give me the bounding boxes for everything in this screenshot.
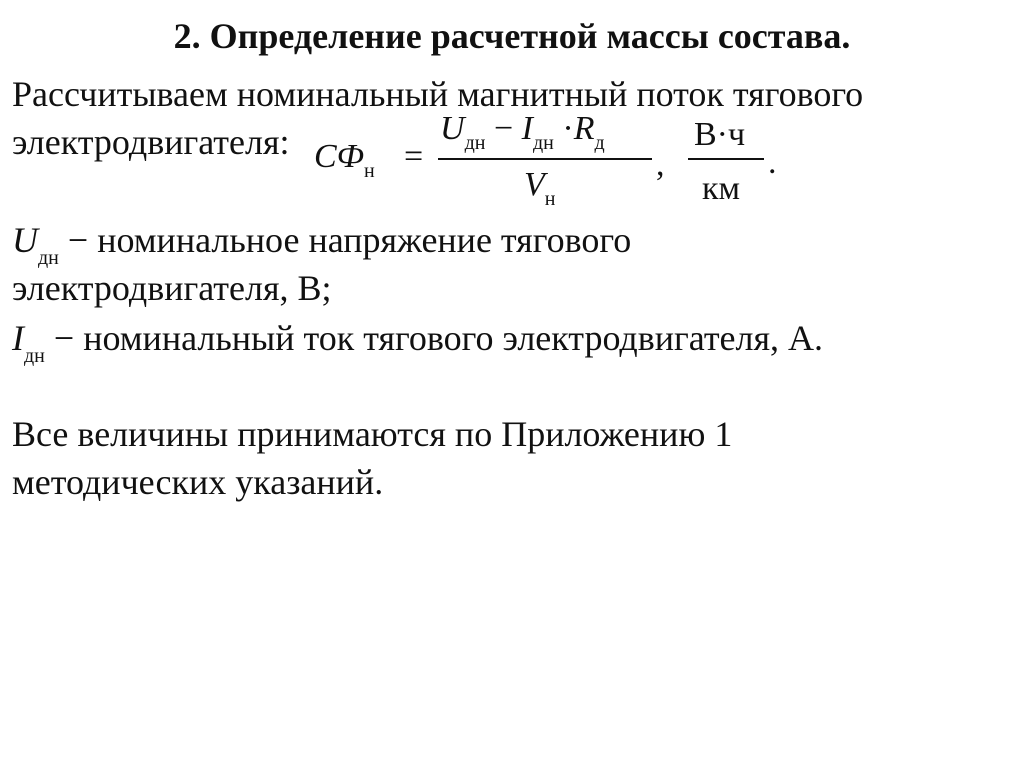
appendix-note	[12, 410, 732, 506]
legend-u-sub: дн	[38, 247, 59, 269]
legend-item-i	[12, 314, 823, 368]
formula-num-r-sub: д	[594, 132, 605, 154]
formula-numerator	[440, 110, 605, 154]
formula-lhs	[314, 138, 375, 182]
formula-num-i: I	[521, 110, 533, 147]
formula-denominator	[524, 166, 556, 210]
legend-i-symbol: I	[12, 318, 24, 358]
formula-num-dot: ·	[562, 110, 574, 147]
formula-unit-denominator: км	[702, 170, 741, 207]
legend-i-text: − номинальный ток тягового электродвигателя, А.	[44, 318, 824, 358]
legend-item-u-line2: электродвигателя, В;	[12, 268, 332, 308]
formula-num-r: R	[573, 110, 595, 147]
formula-unit-numerator: В·ч	[694, 116, 746, 153]
formula-end-dot: .	[768, 144, 777, 181]
legend-u-text: − номинальное напряжение тягового	[58, 220, 632, 260]
legend-u-symbol: U	[12, 220, 38, 260]
appendix-note-line1: Все величины принимаются по Приложению 1	[12, 414, 733, 454]
formula-lhs-sub: н	[364, 160, 375, 182]
formula-fraction-line	[438, 158, 652, 160]
formula-equals: =	[404, 138, 424, 175]
formula-num-u-sub: дн	[464, 132, 486, 154]
magnetic-flux-formula	[312, 112, 792, 222]
formula-unit-fraction-line	[688, 158, 764, 160]
formula-den-v: V	[524, 166, 545, 203]
formula-lhs-symbol: CФ	[314, 138, 365, 175]
legend-item-u	[12, 216, 631, 270]
formula-den-v-sub: н	[544, 188, 556, 210]
appendix-note-line2: методических указаний.	[12, 462, 384, 502]
formula-comma: ,	[656, 146, 665, 183]
legend-i-sub: дн	[24, 345, 45, 367]
intro-text-line2: электродвигателя:	[12, 122, 290, 162]
formula-num-u: U	[440, 110, 465, 147]
formula-num-i-sub: дн	[532, 132, 554, 154]
intro-text-line1: Рассчитываем номинальный магнитный поток тягового	[12, 74, 864, 114]
formula-num-minus: −	[493, 110, 514, 147]
slide-title: 2. Определение расчетной массы состава.	[173, 16, 851, 56]
